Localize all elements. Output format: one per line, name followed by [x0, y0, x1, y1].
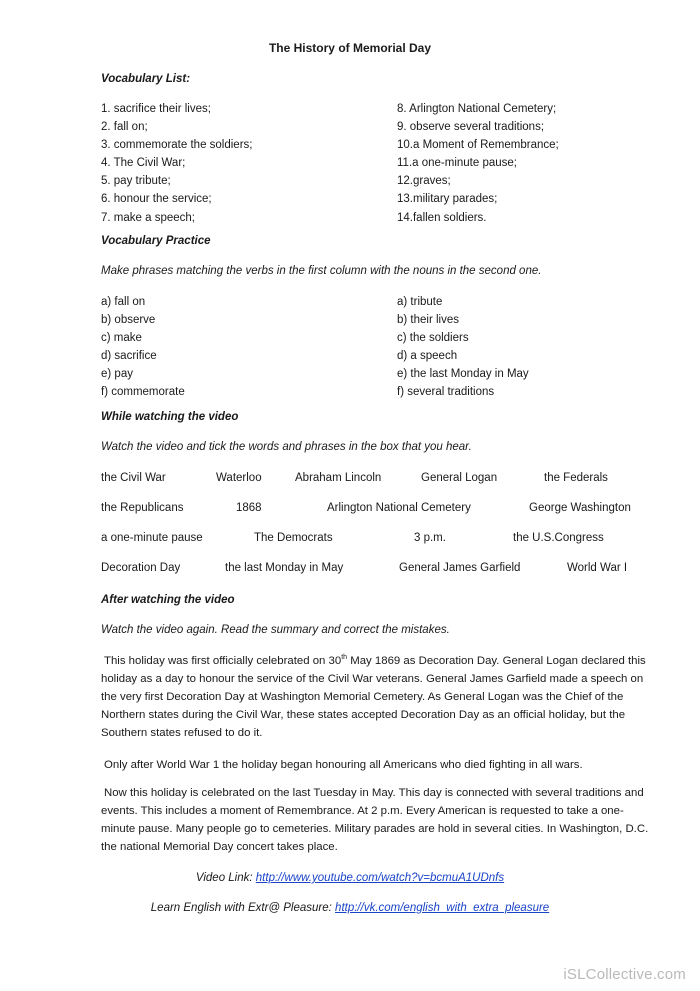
video-link-label: Video Link: [195, 872, 256, 884]
vocab-item: 11.a one-minute pause; [397, 157, 517, 170]
word-box-item: The Democrats [254, 532, 333, 544]
word-box-item: Decoration Day [101, 562, 181, 574]
summary-paragraph [101, 652, 649, 742]
nouns-column [397, 293, 529, 402]
learn-link-label: Learn English with Extr@ Pleasure: [150, 902, 336, 914]
video-link[interactable]: http://www.youtube.com/watch?v=bcmuA1UDnfs [255, 872, 505, 884]
verb-item: f) commemorate [101, 386, 185, 399]
word-box-item: the Republicans [101, 502, 184, 514]
noun-item: e) the last Monday in May [397, 368, 529, 381]
vocab-item: 10.a Moment of Remembrance; [397, 139, 559, 152]
after-heading: After watching the video [101, 594, 235, 606]
word-box-item: George Washington [529, 502, 631, 514]
noun-item: a) tribute [397, 296, 443, 308]
verb-item: e) pay [101, 368, 133, 381]
word-box-row [101, 472, 636, 490]
noun-item: c) the soldiers [397, 332, 469, 345]
word-box-row [101, 502, 636, 520]
practice-heading: Vocabulary Practice [101, 235, 211, 247]
after-instruction: Watch the video again. Read the summary and correct the mistakes. [101, 624, 450, 636]
vocab-item: 14.fallen soldiers. [397, 211, 487, 224]
summary-paragraph: Now this holiday is celebrated on the last Tuesday in May. This day is connected with several traditions and events. This includes a moment of Remembrance. At 2 p.m. Every American is requested to take a one-minute pause. Many people go to cemeteries. Military parades are hold in several cities. In Washington, D.C. the national Memorial Day concert takes place. [101, 787, 649, 854]
vocab-item: 4. The Civil War; [101, 157, 186, 170]
page-title: The History of Memorial Day [268, 41, 432, 55]
verb-item: c) make [101, 332, 142, 345]
vocab-list-right [397, 100, 559, 227]
noun-item: d) a speech [397, 350, 458, 363]
verb-item: d) sacrifice [101, 350, 157, 363]
word-box-item: the last Monday in May [225, 562, 344, 574]
vocab-item: 2. fall on; [101, 121, 148, 134]
vocab-item: 7. make a speech; [101, 211, 195, 224]
word-box-item: General James Garfield [399, 562, 521, 574]
word-box-item: Waterloo [216, 472, 262, 484]
vocab-item: 13.military parades; [397, 193, 498, 206]
learn-link-line [0, 902, 700, 914]
learn-link[interactable]: http://vk.com/english_with_extra_pleasure [335, 902, 550, 914]
word-box-item: 1868 [236, 502, 262, 514]
while-instruction: Watch the video and tick the words and phrases in the box that you hear. [101, 441, 472, 453]
verbs-column [101, 293, 185, 402]
word-box-item: a one-minute pause [101, 532, 203, 544]
vocab-item: 9. observe several traditions; [397, 121, 545, 134]
vocab-list-left [101, 100, 252, 227]
word-box-item: the Civil War [101, 472, 166, 484]
verb-item: a) fall on [101, 296, 146, 308]
video-link-line [0, 872, 700, 884]
verb-item: b) observe [101, 314, 156, 327]
word-box-row [101, 532, 636, 550]
summary-text: This holiday was first officially celebrated on 30 [104, 655, 342, 667]
word-box-item: 3 p.m. [414, 532, 446, 544]
word-box-item: the U.S.Congress [513, 532, 604, 544]
vocab-item: 1. sacrifice their lives; [101, 103, 211, 115]
vocab-item: 5. pay tribute; [101, 175, 171, 188]
site-watermark: iSLCollective.com [563, 966, 686, 983]
vocab-item: 3. commemorate the soldiers; [101, 139, 253, 152]
noun-item: f) several traditions [397, 386, 495, 399]
vocab-heading: Vocabulary List: [101, 73, 191, 85]
superscript: th [341, 654, 348, 662]
word-box-item: World War I [567, 562, 628, 574]
vocab-item: 12.graves; [397, 175, 451, 188]
word-box-item: Arlington National Cemetery [327, 502, 471, 514]
summary-paragraph: Only after World War 1 the holiday began honouring all Americans who died fighting in all wars. [104, 759, 583, 771]
noun-item: b) their lives [397, 314, 459, 327]
word-box-item: Abraham Lincoln [295, 472, 382, 484]
word-box-row [101, 562, 636, 580]
word-box-item: General Logan [421, 472, 498, 484]
vocab-item: 6. honour the service; [101, 193, 212, 206]
word-box-item: the Federals [544, 472, 608, 484]
summary-text: May 1869 as Decoration Day. General Logan declared this holiday as a day to honour the service of the Civil War veterans. General James Garfield made a speech on the very first Decoration Day at Washington Memorial Cemetery. As General Logan was the Chief of the Northern states during the Civil War, these states accepted Decoration Day as an official holiday, but the Southern states refused to do it. [101, 655, 646, 740]
vocab-item: 8. Arlington National Cemetery; [397, 103, 557, 115]
while-heading: While watching the video [101, 411, 239, 423]
practice-instruction: Make phrases matching the verbs in the first column with the nouns in the second one. [101, 265, 542, 277]
